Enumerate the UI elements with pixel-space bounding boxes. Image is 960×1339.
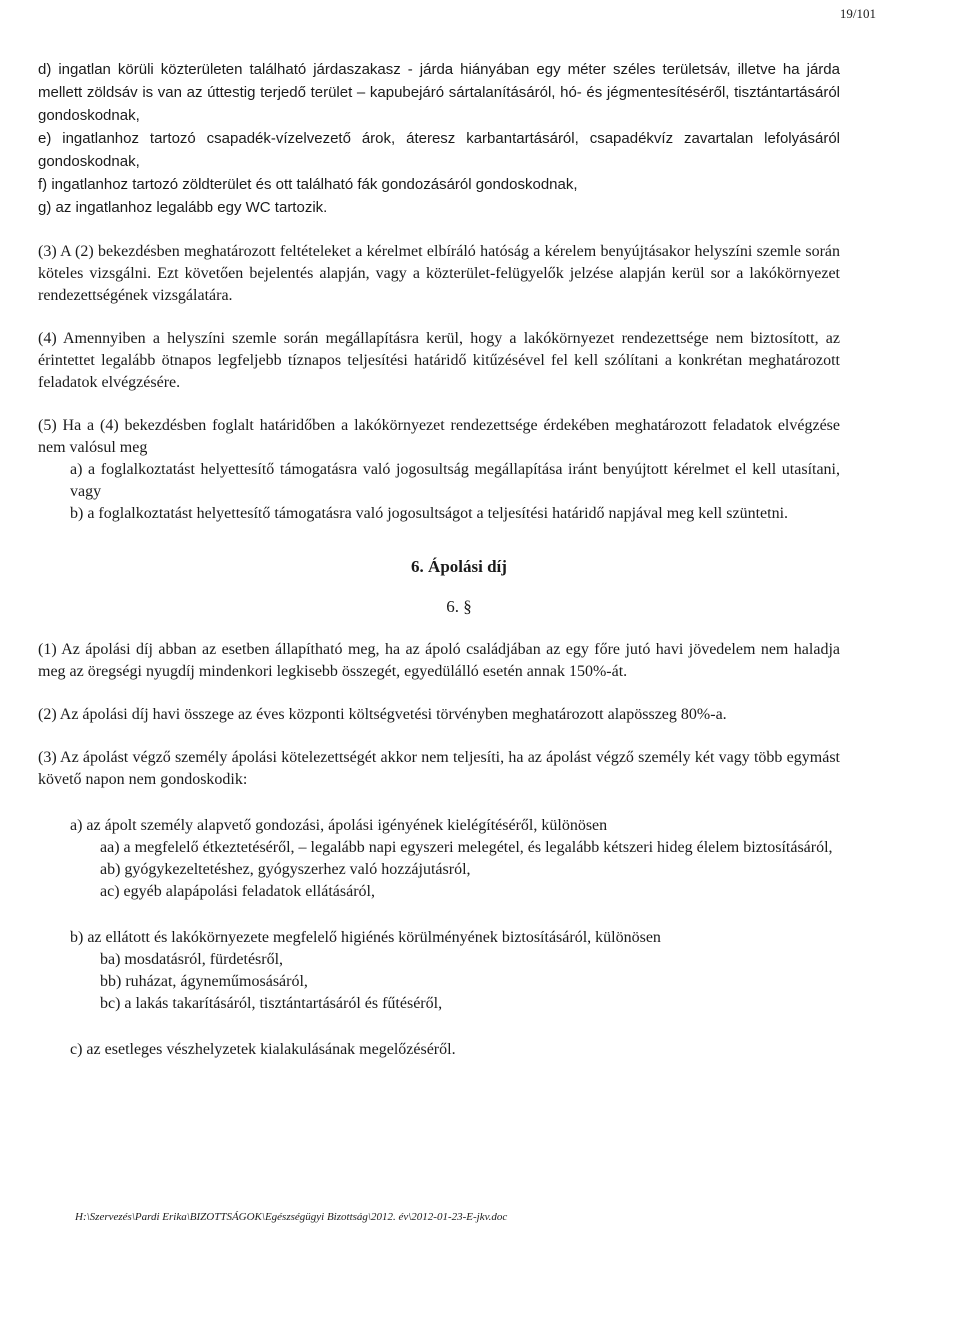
- chapter-heading: 6. Ápolási díj: [411, 557, 507, 576]
- document-body: [38, 58, 840, 1061]
- section-6-item-bb: bb) ruházat, ágyneműmosásáról,: [100, 973, 308, 990]
- footer-file-path: H:\Szervezés\Pardi Erika\BIZOTTSÁGOK\Egészségügyi Bizottság\2012. év\2012-01-23-E-jkv.doc: [75, 1211, 508, 1223]
- paragraph-4: (4) Amennyiben a helyszíni szemle során megállapításra kerül, hogy a lakókörnyezet rendezettsége nem biztosított, az érintettet legalább ötnapos legfeljebb tíznapos teljesítési határidő kitűzésével fel kell szólítani a konkrétan meghatározott feladatok elvégzésére.: [38, 330, 840, 391]
- section-6-paragraph-3: (3) Az ápolást végző személy ápolási kötelezettségét akkor nem teljesíti, ha az ápolást végző személy két vagy több egymást követő napon nem gondoskodik:: [38, 749, 840, 788]
- paragraph-5-a: a) a foglalkoztatást helyettesítő támogatásra való jogosultság megállapítása iránt benyújtott kérelmet el kell utasítani, vagy: [70, 461, 840, 500]
- page-number: 19/101: [839, 6, 876, 21]
- list-item-g: g) az ingatlanhoz legalább egy WC tartozik.: [38, 199, 328, 216]
- section-6-item-ac: ac) egyéb alapápolási feladatok ellátásáról,: [100, 883, 375, 900]
- paragraph-5-b: b) a foglalkoztatást helyettesítő támogatásra való jogosultságot a teljesítési határidő napjával meg kell szüntetni.: [70, 505, 789, 522]
- section-6-paragraph-2: (2) Az ápolási díj havi összege az éves központi költségvetési törvényben meghatározott alapösszeg 80%-a.: [38, 706, 727, 723]
- section-6-item-bc: bc) a lakás takarításáról, tisztántartásáról és fűtéséről,: [100, 995, 443, 1012]
- section-6-paragraph-1: (1) Az ápolási díj abban az esetben állapítható meg, ha az ápoló családjában az egy főre jutó havi jövedelem nem haladja meg az öregségi nyugdíj mindenkori legkisebb összegét, egyedülálló esetén annak 150%-át.: [38, 641, 840, 680]
- section-number: 6. §: [446, 597, 472, 616]
- section-6-item-b: b) az ellátott és lakókörnyezete megfelelő higiénés körülményének biztosításáról, különösen: [70, 929, 661, 946]
- section-6-item-ab: ab) gyógykezeltetéshez, gyógyszerhez való hozzájutásról,: [100, 861, 471, 878]
- section-6-item-a: a) az ápolt személy alapvető gondozási, ápolási igényének kielégítéséről, különösen: [70, 817, 608, 834]
- section-6-item-ba: ba) mosdatásról, fürdetésről,: [100, 951, 284, 968]
- list-item-e: e) ingatlanhoz tartozó csapadék-vízelvezető árok, áteresz karbantartásáról, csapadékvíz zavartalan lefolyásáról gondoskodnak,: [38, 130, 840, 170]
- section-6-item-aa: aa) a megfelelő étkeztetéséről, – legalább napi egyszeri melegétel, és legalább kétszeri hideg élelem biztosításáról,: [100, 839, 833, 856]
- section-6-item-c: c) az esetleges vészhelyzetek kialakulásának megelőzéséről.: [70, 1041, 456, 1058]
- conditions-list: [38, 58, 840, 219]
- list-item-d: d) ingatlan körüli közterületen található járdaszakasz - járda hiányában egy méter széles területsáv, illetve ha járda mellett zöldsáv is van az úttestig terjedő terület – kapubejáró sártalanításáról, hó- és jégmentesítéséről, tisztántartásáról gondoskodnak,: [38, 61, 840, 124]
- list-item-f: f) ingatlanhoz tartozó zöldterület és ott található fák gondozásáról gondoskodnak,: [38, 176, 578, 193]
- paragraph-3: (3) A (2) bekezdésben meghatározott feltételeket a kérelmet elbíráló hatóság a kérelem benyújtásakor helyszíni szemle során köteles vizsgálni. Ezt követően bejelentés alapján, vagy a közterület-felügyelők jelzése alapján kerül sor a lakókörnyezet rendezettségének vizsgálatára.: [38, 243, 840, 304]
- paragraph-5: (5) Ha a (4) bekezdésben foglalt határidőben a lakókörnyezet rendezettsége érdekében meghatározott feladatok elvégzése nem valósul meg: [38, 417, 840, 456]
